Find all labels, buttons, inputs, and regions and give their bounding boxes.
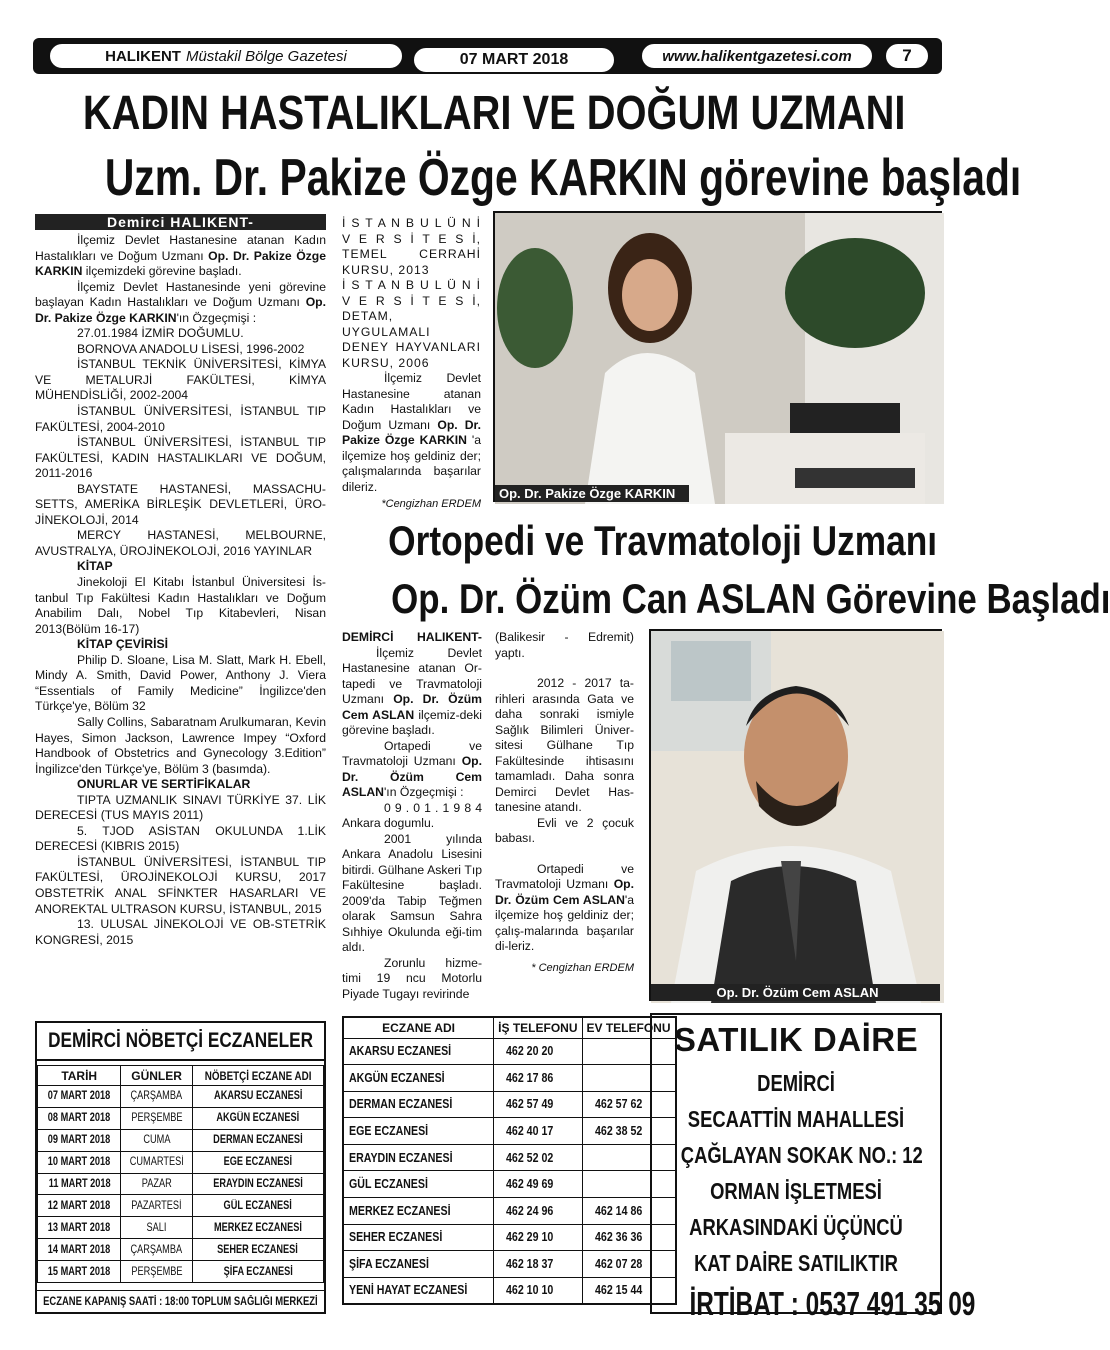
table-cell: [38, 1195, 121, 1217]
table-row: [343, 1144, 676, 1171]
article2-byline: * Cengizhan ERDEM: [531, 961, 634, 974]
table-cell-text: 10 MART 2018: [48, 1156, 111, 1169]
table-cell-text: SALI: [146, 1221, 167, 1234]
table-row: [343, 1198, 676, 1225]
table-cell-text: ERAYDIN ECZANESİ: [213, 1178, 303, 1190]
paragraph: 2012 - 2017 ta-rihleri arasında Gata ve daha sonraki ismiyle Sağlık Bilimleri Üniver-sitesi Gülhane Tıp Fakültesinde ihtisasını tamamladı. Daha sonra Demirci Devlet Has-tanesine atandı.: [495, 676, 634, 814]
article1-byline: *Cengizhan ERDEM: [381, 498, 481, 510]
table-cell-text: 12 MART 2018: [48, 1199, 111, 1212]
article1-body-col2: [342, 216, 481, 513]
classified-ad: [650, 1013, 976, 1322]
table-header-row: [343, 1017, 676, 1038]
paragraph: 0 9 . 0 1 . 1 9 8 4 Ankara dogumlu.: [342, 800, 482, 830]
column-header: [192, 1066, 323, 1086]
table-cell-text: 14 MART 2018: [48, 1243, 111, 1256]
table-cell-text: PERŞEMBE: [131, 1265, 183, 1278]
article2-photo: [649, 629, 942, 1001]
table-cell: [494, 1277, 582, 1304]
column-header: GÜNLER: [121, 1066, 192, 1086]
table-cell: [343, 1251, 494, 1278]
ad-line: ARKASINDAKİ ÜÇÜNCÜ: [689, 1214, 903, 1240]
paragraph: İ S T A N B U L Ü N İ V E R S İ T E S İ, TEMEL CERRAHİ KURSU, 2013: [342, 216, 481, 277]
duty-pharmacy-title-text: DEMİRCİ NÖBETÇİ ECZANELER: [47, 1029, 314, 1052]
table-header-row: [38, 1066, 324, 1086]
table-cell-text: 462 29 10: [506, 1230, 554, 1245]
paragraph: İlçemiz Devlet Hastanesinde yeni görevine başlayan Kadın Hastalıkları ve Doğum Uzmanı Op. Dr. Pakize Özge KARKIN'ın Özgeçmişi :: [35, 279, 326, 325]
table-cell: [494, 1038, 582, 1065]
table-cell: [343, 1038, 494, 1065]
paragraph: 13. ULUSAL JİNEKOLOJİ VE OB-STETRİK KONGRESİ, 2015: [35, 917, 326, 947]
table-cell: [192, 1086, 323, 1108]
paragraph: DEMİRCİ HALIKENT- İlçemiz Devlet Hastanesine atanan Or-tapedi ve Travmatoloji Uzmanı Op. Dr. Özüm Cem ASLAN ilçemiz-deki görevine başladı.: [342, 630, 482, 737]
table-cell-text: 462 14 86: [594, 1203, 642, 1218]
paper-title: HALIKENT: [105, 47, 181, 65]
paragraph: BORNOVA ANADOLU LİSESİ, 1996-2002: [77, 341, 305, 356]
table-cell-text: EGE ECZANESİ: [349, 1124, 429, 1139]
table-cell-text: GÜL ECZANESİ: [349, 1177, 428, 1192]
table-cell-text: DERMAN ECZANESİ: [349, 1097, 453, 1112]
article1-kicker: Demirci HALIKENT-: [35, 214, 326, 230]
table-cell: [494, 1065, 582, 1092]
paragraph: Philip D. Sloane, Lisa M. Slatt, Mark H. Ebell, Mindy A. Smith, David Power, Anthony J. Viera “Essentials of Family Medicine” İngilizce'den Türkçe'ye, Bölüm 32: [35, 652, 326, 714]
column-header: EV TELEFONU: [582, 1017, 676, 1038]
paragraph: İ S T A N B U L Ü N İ V E R S İ T E S İ, DETAM, UYGULAMALI DENEY HAYVANLARI KURSU, 2006: [342, 278, 481, 370]
table-cell: [192, 1261, 323, 1283]
ad-contact-phone[interactable]: İRTİBAT : 0537 491 35 09: [689, 1285, 976, 1322]
table-cell: [494, 1171, 582, 1198]
table-cell: [38, 1239, 121, 1261]
table-cell-text: PAZAR: [141, 1178, 172, 1190]
paragraph: 27.01.1984 İZMİR DOĞUMLU.: [77, 326, 244, 341]
ad-line: ORMAN İŞLETMESİ: [710, 1178, 882, 1204]
table-cell: [343, 1144, 494, 1171]
table-row: [38, 1129, 324, 1151]
table-cell: [38, 1086, 121, 1108]
table-cell-text: EGE ECZANESİ: [223, 1156, 293, 1169]
article1-subheadline: Uzm. Dr. Pakize Özge KARKIN görevine başladı: [104, 149, 1022, 207]
table-cell: [343, 1198, 494, 1225]
table-cell: [38, 1261, 121, 1283]
table-cell-text: SEHER ECZANESİ: [349, 1230, 443, 1245]
paragraph: Evli ve 2 çocuk babası.: [495, 815, 634, 845]
paragraph: İSTANBUL TEKNİK ÜNİVERSİTESİ, KİMYA VE METALURJİ FAKÜLTESİ, KİMYA MÜHENDİSLİĞİ, 2002-2004: [35, 357, 326, 403]
table-cell: [192, 1107, 323, 1129]
paragraph: Ortapedi ve Travmatoloji Uzmanı Op. Dr. Özüm Cem ASLAN'ın Özgeçmişi :: [342, 738, 482, 799]
table-cell-text: 07 MART 2018: [48, 1090, 111, 1103]
ad-line: SECAATTİN MAHALLESİ: [687, 1106, 905, 1132]
column-header: TARİH: [38, 1066, 121, 1086]
duty-pharmacy-footer: [37, 1290, 324, 1312]
table-row: [38, 1151, 324, 1173]
paragraph: Zorunlu hizme-timi 19 ncu Motorlu Piyade Tugayı revirinde: [342, 955, 482, 1001]
table-cell: [121, 1173, 192, 1195]
duty-pharmacy-box: [35, 1021, 326, 1314]
table-cell: [494, 1091, 582, 1118]
section-heading: KİTAP: [77, 559, 113, 574]
article2-headline: Ortopedi ve Travmatoloji Uzmanı: [388, 517, 938, 564]
paragraph: Sally Collins, Sabaratnam Arulkumaran, Kevin Hayes, Simon Jackson, Lawrence Impey “Oxford Handbook of Obstetrics and Gynecology 3.Edition” İngilizce'den Türkçe'ye, Bölüm 3 (basımda).: [35, 714, 326, 776]
section-heading: KİTAP ÇEVİRİSİ: [77, 637, 168, 652]
table-cell-text: 462 40 17: [506, 1124, 554, 1139]
issue-date: 07 MART 2018: [412, 46, 616, 74]
article1-photo-caption: Op. Dr. Pakize Özge KARKIN: [495, 485, 689, 502]
table-cell-text: 09 MART 2018: [48, 1134, 111, 1147]
duty-pharmacy-table: [37, 1065, 324, 1283]
paragraph: 2001 yılında Ankara Anadolu Lisesini bitirdi. Gülhane Askeri Tıp Fakültesine başladı. 2009'da Tabip Teğmen olarak Samsun Sahra Sıhhiye Okulunda eği-tim aldı.: [342, 831, 482, 954]
table-row: [38, 1261, 324, 1283]
article2-subheadline: Op. Dr. Özüm Can ASLAN Görevine Başladı: [391, 575, 1110, 622]
table-cell: [343, 1091, 494, 1118]
table-row: [343, 1038, 676, 1065]
ad-body: [652, 1065, 940, 1281]
ad-line: DEMİRCİ: [757, 1070, 835, 1096]
section-heading: ONURLAR VE SERTİFİKALAR: [77, 777, 251, 792]
table-cell: [343, 1065, 494, 1092]
table-cell-text: 462 36 36: [594, 1230, 642, 1245]
paragraph: MERCY HASTANESİ, MELBOURNE, AVUSTRALYA, ÜROJİNEKOLOJİ, 2016 YAYINLAR: [35, 528, 326, 558]
table-cell-text: 13 MART 2018: [48, 1221, 111, 1234]
table-row: [343, 1118, 676, 1145]
column-header: İŞ TELEFONU: [494, 1017, 582, 1038]
table-cell: [192, 1195, 323, 1217]
duty-pharmacy-title: [37, 1023, 324, 1061]
table-cell: [494, 1144, 582, 1171]
table-cell-text: ŞİFA ECZANESİ: [223, 1265, 293, 1278]
table-cell: [343, 1224, 494, 1251]
article2-photo-caption: Op. Dr. Özüm Cem ASLAN: [651, 984, 940, 1001]
pharmacy-phone-table: [342, 1016, 677, 1305]
table-row: [343, 1171, 676, 1198]
table-cell-text: ÇARŞAMBA: [130, 1243, 183, 1256]
table-cell: [494, 1118, 582, 1145]
table-cell: [343, 1277, 494, 1304]
table-cell: [343, 1171, 494, 1198]
page-number: 7: [884, 42, 930, 70]
ad-title: SATILIK DAİRE: [673, 1021, 919, 1058]
table-cell-text: PERŞEMBE: [131, 1112, 183, 1125]
table-cell: [192, 1239, 323, 1261]
table-cell-text: 462 52 02: [506, 1150, 554, 1165]
website-link[interactable]: www.halikentgazetesi.com: [640, 42, 874, 70]
table-row: [343, 1224, 676, 1251]
table-cell: [38, 1173, 121, 1195]
paragraph: İSTANBUL ÜNİVERSİTESİ, İSTANBUL TIP FAKÜLTESİ, KADIN HASTALIKLARI VE DOĞUM, 2011-2016: [35, 435, 326, 481]
table-cell: [192, 1129, 323, 1151]
paragraph: Jinekoloji El Kitabı İstanbul Üniversitesi İs-tanbul Tıp Fakültesi Kadın Hastalıkları ve Doğum Anabilim Dalı, Nobel Tıp Kitabevleri, Nisan 2013(Bölüm 16-17): [35, 575, 326, 636]
table-cell-text: 462 24 96: [506, 1203, 554, 1218]
table-cell: [121, 1239, 192, 1261]
paragraph: Ortapedi ve Travmatoloji Uzmanı Op. Dr. Özüm Cem ASLAN'a ilçemize hoş geldiniz der; çalış-malarında başarılar di-leriz.: [495, 861, 634, 953]
column-header-text: NÖBETÇİ ECZANE ADI: [204, 1068, 312, 1083]
table-cell-text: AKARSU ECZANESİ: [213, 1090, 303, 1103]
table-cell-text: 08 MART 2018: [48, 1112, 111, 1125]
table-cell: [121, 1217, 192, 1239]
table-cell-text: 11 MART 2018: [48, 1178, 111, 1190]
table-cell-text: YENİ HAYAT ECZANESİ: [349, 1283, 468, 1298]
table-row: [38, 1173, 324, 1195]
ad-line: KAT DAİRE SATILIKTIR: [694, 1250, 898, 1276]
article1-headline: KADIN HASTALIKLARI VE DOĞUM UZMANI: [82, 87, 906, 140]
table-cell-text: 462 18 37: [506, 1257, 554, 1272]
table-cell: [121, 1107, 192, 1129]
table-row: [343, 1065, 676, 1092]
paragraph: (Balikesir - Edremit) yaptı.: [495, 630, 634, 660]
table-cell-text: 462 49 69: [506, 1177, 554, 1192]
table-row: [38, 1107, 324, 1129]
table-cell: [121, 1129, 192, 1151]
table-cell: [494, 1251, 582, 1278]
column-header: ECZANE ADI: [343, 1017, 494, 1038]
table-cell-text: GÜL ECZANESİ: [223, 1199, 293, 1212]
table-cell: [121, 1151, 192, 1173]
table-cell: [38, 1151, 121, 1173]
table-row: [343, 1091, 676, 1118]
table-cell: [192, 1217, 323, 1239]
table-cell-text: AKGÜN ECZANESİ: [216, 1112, 300, 1125]
table-cell-text: PAZARTESİ: [131, 1199, 182, 1212]
table-row: [343, 1277, 676, 1304]
table-cell-text: 15 MART 2018: [48, 1265, 111, 1278]
table-cell-text: 462 10 10: [506, 1283, 554, 1298]
table-cell: [343, 1118, 494, 1145]
table-cell: [38, 1107, 121, 1129]
table-row: [38, 1086, 324, 1108]
table-cell-text: ÇARŞAMBA: [130, 1090, 183, 1103]
paragraph: İSTANBUL ÜNİVERSİTESİ, İSTANBUL TIP FAKÜLTESİ, 2004-2010: [35, 404, 326, 434]
table-cell-text: 462 07 28: [594, 1257, 642, 1272]
table-cell: [192, 1173, 323, 1195]
table-cell: [121, 1261, 192, 1283]
table-cell-text: DERMAN ECZANESİ: [213, 1134, 303, 1147]
table-cell-text: MERKEZ ECZANESİ: [213, 1221, 302, 1234]
table-cell-text: 462 20 20: [506, 1044, 554, 1059]
article2-body-col1: [342, 630, 482, 1002]
paper-subtitle: Müstakil Bölge Gazetesi: [185, 47, 347, 65]
table-cell-text: 462 57 62: [594, 1097, 642, 1112]
table-cell-text: CUMARTESİ: [129, 1156, 184, 1169]
table-cell-text: SEHER ECZANESİ: [217, 1243, 299, 1256]
article1-body-col1: [35, 233, 326, 948]
table-cell-text: 462 17 86: [506, 1070, 554, 1085]
doctor-portrait-image: [495, 213, 944, 504]
table-cell: [494, 1198, 582, 1225]
table-cell: [192, 1151, 323, 1173]
table-cell-text: ERAYDIN ECZANESİ: [349, 1150, 453, 1165]
table-cell-text: 462 15 44: [594, 1283, 642, 1298]
article1-photo: [493, 211, 942, 502]
table-row: [343, 1251, 676, 1278]
table-cell-text: MERKEZ ECZANESİ: [349, 1203, 451, 1218]
table-cell-text: AKARSU ECZANESİ: [349, 1044, 452, 1059]
table-row: [38, 1217, 324, 1239]
table-cell-text: ŞİFA ECZANESİ: [349, 1257, 429, 1272]
table-cell-text: CUMA: [143, 1134, 171, 1147]
table-cell-text: AKGÜN ECZANESİ: [349, 1070, 445, 1085]
table-row: [38, 1239, 324, 1261]
table-cell-text: 462 38 52: [594, 1124, 642, 1139]
table-cell: [38, 1217, 121, 1239]
ad-line: ÇAĞLAYAN SOKAK NO.: 12: [680, 1142, 923, 1168]
paragraph: 5. TJOD ASİSTAN OKULUNDA 1.LİK DERECESİ (KIBRIS 2015): [35, 823, 326, 854]
paragraph: TIPTA UZMANLIK SINAVI TÜRKİYE 37. LİK DERECESİ (TUS MAYIS 2011): [35, 792, 326, 823]
table-cell: [121, 1086, 192, 1108]
article2-body-col2: [495, 630, 634, 976]
paragraph: İlçemiz Devlet Hastanesine atanan Kadın Hastalıkları ve Doğum Uzmanı Op. Dr. Pakize Özge KARKIN 'a ilçemize hoş geldiniz der; çalışmalarında başarılar dileriz.: [342, 371, 481, 494]
paper-name: [48, 42, 404, 70]
table-cell: [38, 1129, 121, 1151]
paragraph: İlçemiz Devlet Hastanesine atanan Kadın Hastalıkları ve Doğum Uzmanı Op. Dr. Pakize Özge KARKIN ilçemizdeki görevine başladı.: [35, 233, 326, 279]
paragraph: BAYSTATE HASTANESİ, MASSACHU-SETTS, AMERİKA BİRLEŞİK DEVLETLERİ, ÜRO-JİNEKOLOJİ, 2014: [35, 481, 326, 527]
table-cell: [121, 1195, 192, 1217]
doctor-portrait-image: [651, 631, 944, 1003]
paragraph: İSTANBUL ÜNİVERSİTESİ, İSTANBUL TIP FAKÜLTESİ, ÜROJİNEKOLOJİ KURSU, 2017 OBSTETRİK ANAL SFİNKTER HASARLARI VE ANOREKTAL ULTRASON KURSU, İSTANBUL, 2015: [35, 854, 326, 916]
table-cell: [494, 1224, 582, 1251]
duty-footer-text: ECZANE KAPANIŞ SAATİ : 18:00 TOPLUM SAĞLIĞI MERKEZİ: [43, 1295, 318, 1308]
table-row: [38, 1195, 324, 1217]
table-cell-text: 462 57 49: [506, 1097, 554, 1112]
